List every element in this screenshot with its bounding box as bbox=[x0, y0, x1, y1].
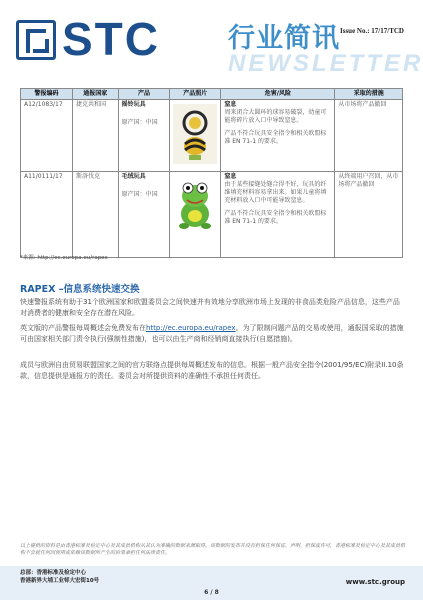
alert-code: A11/0111/17 bbox=[21, 172, 73, 258]
paragraph-2-lead: 英文版的产品警报每周概述会免费发布在 bbox=[20, 324, 146, 332]
risk-regulation: 产品不符合玩具安全指令和相关欧盟标准 EN 71-1 的要求。 bbox=[224, 210, 327, 225]
disclaimer: 以上提供的资料是由香港标准及检定中心及其成员机构从其认为准确的数据来源取得。该数据的发布并没有担保任何保证、声明、担保或许可，香港标准及检定中心及其成员机构不会就任何因使用或依赖该数据所产生的后果承担任何法律责任。 bbox=[20, 543, 406, 556]
rapex-link[interactable]: http://ec.europa.eu/rapex bbox=[146, 324, 236, 332]
paragraph-1: 快速警报系统有助于31个欧洲国家和欧盟委员会之间快速并有效地分享欧洲市场上发现的非食品类危险产品信息，这些产品对消费者的健康和安全存在潜在风险。 bbox=[20, 298, 400, 317]
notifying-country: 斯洛伐克 bbox=[72, 172, 118, 258]
col-header-risk: 危害/风险 bbox=[221, 89, 335, 100]
address-line-1: 总部：香港标准及检定中心 bbox=[20, 570, 87, 576]
col-header-country: 通报国家 bbox=[72, 89, 118, 100]
measure-taken: 从市场将产品撤回 bbox=[335, 100, 403, 172]
footer-address bbox=[20, 569, 99, 585]
risk-description: 周来闭合大圆环的球容易破裂，幼童可能将碎片放入口中导致窒息。 bbox=[224, 109, 327, 124]
product-photo-cell bbox=[170, 100, 221, 172]
address-line-2: 香港新界大埔工业邨大宏街10号 bbox=[20, 578, 100, 584]
page-header bbox=[0, 0, 423, 82]
table-row bbox=[21, 100, 403, 172]
rapex-alert-table bbox=[20, 88, 403, 258]
measure-taken: 从终端用户召回，从市场将产品撤回 bbox=[335, 172, 403, 258]
table-row bbox=[21, 172, 403, 258]
paragraph-2-rest: 。为了限制问题产品的交易或使用，通报国采取的措施可由国家相关部门责令执行(强制性措施)，也可以由生产商和经销商直接执行(自愿措施)。 bbox=[20, 324, 404, 343]
product-origin: 原产国：中国 bbox=[121, 191, 158, 198]
risk-cell bbox=[221, 172, 335, 258]
col-header-code: 警报编码 bbox=[21, 89, 73, 100]
stc-logo-icon bbox=[16, 20, 56, 60]
product-name: 摇铃玩具 bbox=[121, 101, 146, 108]
newsletter-en-title: NEWSLETTER bbox=[228, 50, 423, 77]
risk-cell bbox=[221, 100, 335, 172]
product-photo-cell bbox=[170, 172, 221, 258]
table-header-row bbox=[21, 89, 403, 100]
product-cell bbox=[118, 172, 170, 258]
logo-text: STC bbox=[62, 13, 160, 65]
paragraph-2 bbox=[20, 323, 406, 344]
page-number: 6 / 8 bbox=[204, 589, 219, 596]
risk-regulation: 产品不符合玩具安全指令和相关欧盟标准 EN 71-1 的要求。 bbox=[224, 130, 327, 145]
paragraph-3: 成员与欧洲自由贸易联盟国家之间的官方联络点提供每周概述发布的信息。根据一般产品安全指令(2001/95/EC)附录II.10条款，信息提供是通报方的责任。委员会对所提供资料的准确性不承担任何责任。 bbox=[20, 361, 404, 380]
risk-description: 由于某些接缝处缝合得不好，玩具的纤维填充材料容易拿出来。如果儿童将填充材料放入口中可能导致窒息。 bbox=[224, 181, 327, 204]
rattle-toy-image bbox=[173, 104, 217, 167]
alert-code: A12/1083/17 bbox=[21, 100, 73, 172]
col-header-photo: 产品照片 bbox=[170, 89, 221, 100]
issue-number: Issue No.: 17/17/TCD bbox=[340, 27, 404, 35]
section-title: RAPEX –信息系统快速交换 bbox=[20, 284, 140, 295]
plush-frog-toy-image bbox=[173, 176, 217, 235]
notifying-country: 捷克共和国 bbox=[72, 100, 118, 172]
product-name: 毛绒玩具 bbox=[121, 173, 146, 180]
product-cell bbox=[118, 100, 170, 172]
col-header-measure: 采取的措施 bbox=[335, 89, 403, 100]
source-note: *来源: http://ec.europa.eu/rapex bbox=[20, 255, 108, 261]
website-link[interactable]: www.stc.group bbox=[345, 578, 405, 586]
risk-title: 窒息 bbox=[224, 173, 237, 180]
product-origin: 原产国：中国 bbox=[121, 119, 158, 126]
risk-title: 窒息 bbox=[224, 101, 237, 108]
newsletter-cn-title: 行业简讯 bbox=[228, 23, 340, 54]
col-header-product: 产品 bbox=[118, 89, 170, 100]
